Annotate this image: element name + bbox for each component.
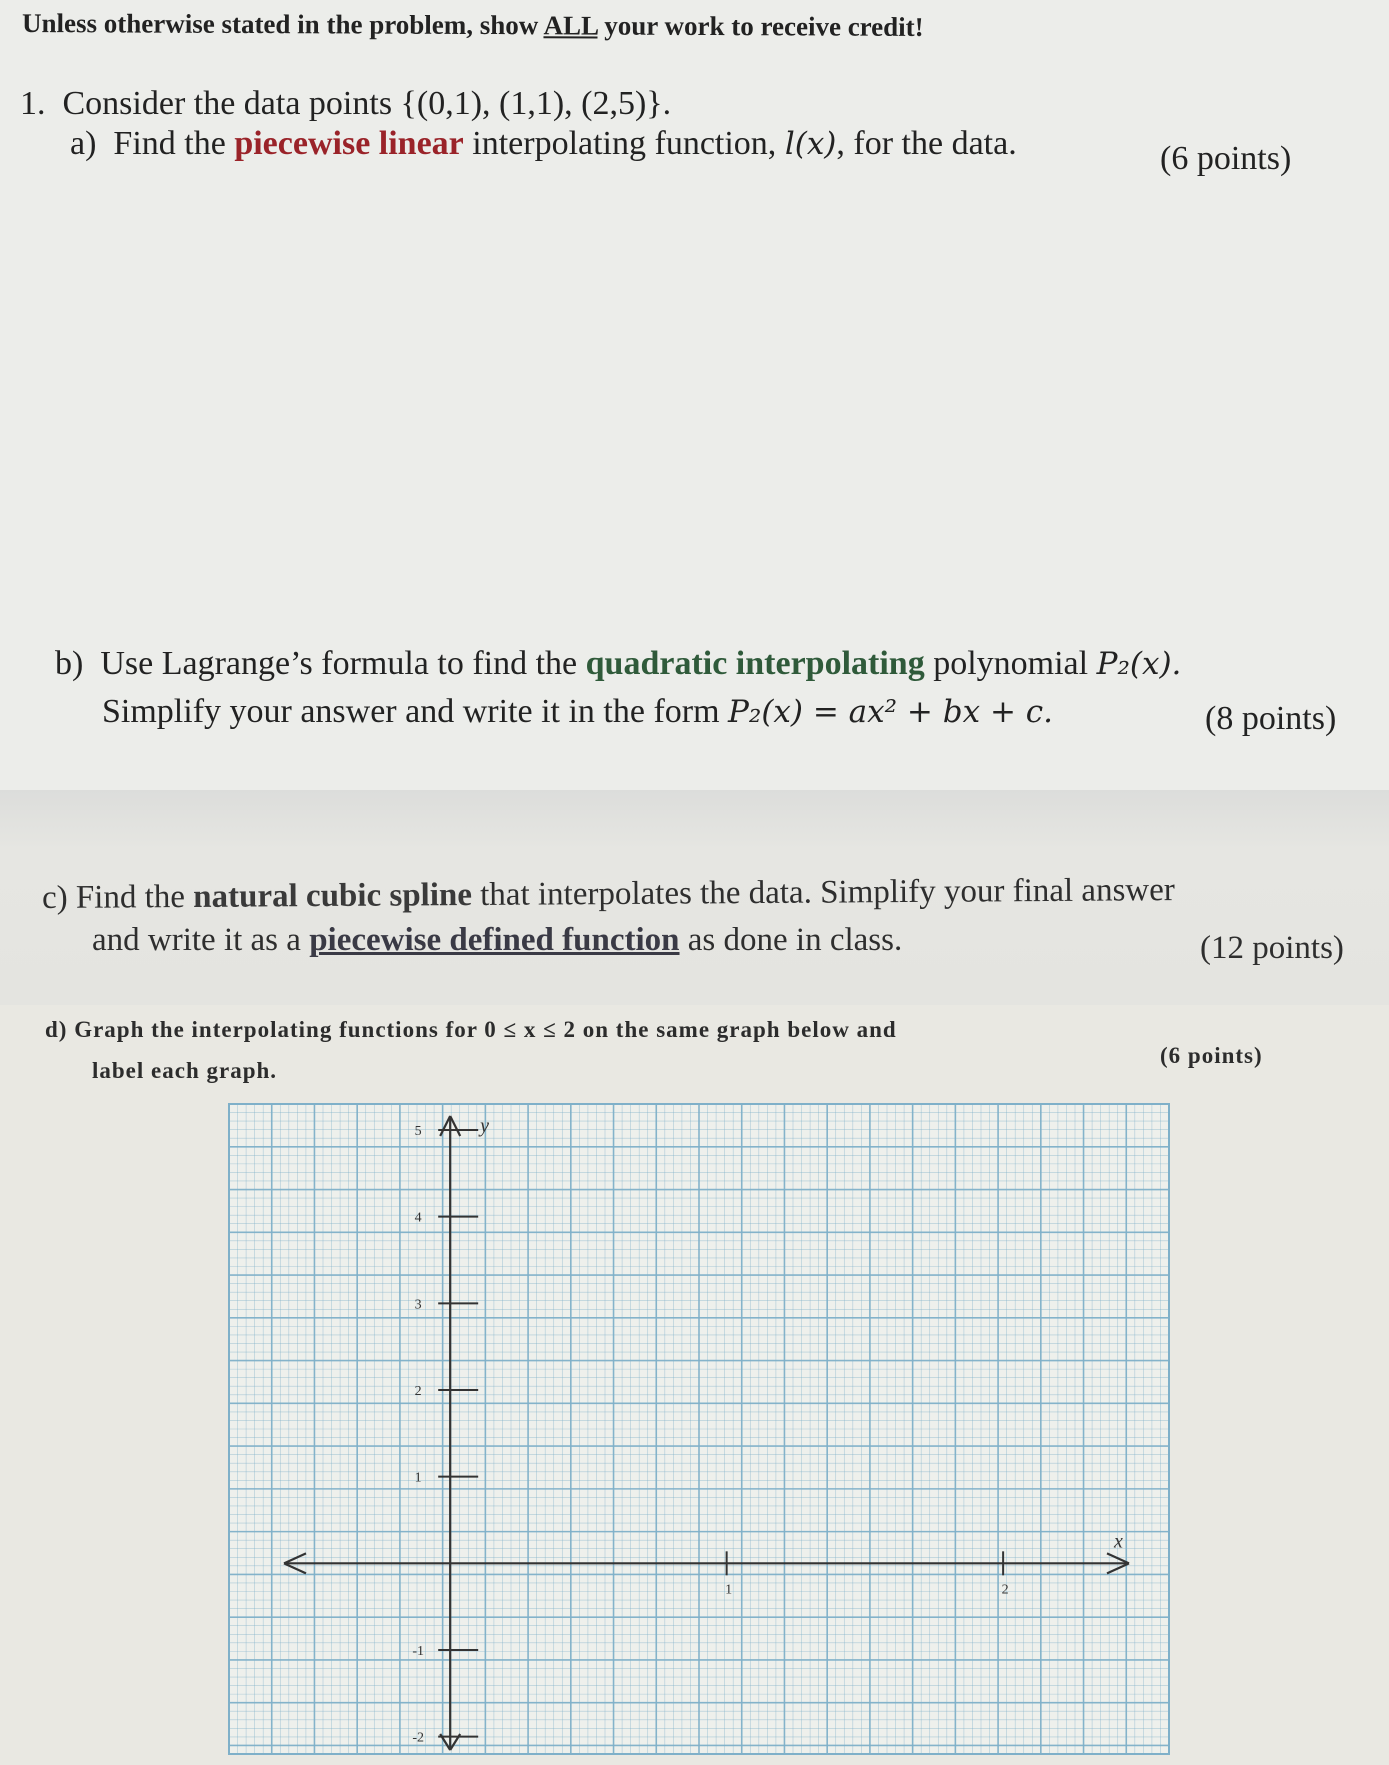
part-d-prompt-line2: label each graph.	[92, 1058, 278, 1083]
grid-lines	[229, 1104, 1169, 1754]
piecewise-defined-function-term: piecewise defined function	[309, 922, 680, 958]
emphasis-all: ALL	[543, 10, 598, 41]
part-b-points: (8 points)	[1205, 700, 1337, 737]
graph-paper	[225, 1100, 1175, 1755]
y-tick-label-5: 5	[414, 1124, 422, 1139]
y-tick-label-4: 4	[414, 1210, 422, 1226]
l-of-x-math: l(x)	[784, 126, 837, 162]
y-tick-label--2: -2	[412, 1730, 425, 1746]
x-tick-label-2: 2	[1001, 1582, 1009, 1598]
part-d-prompt: d) Graph the interpolating functions for 0 ≤ x ≤ 2 on the same graph below and	[45, 1017, 897, 1042]
y-tick-label-1: 1	[414, 1470, 422, 1486]
y-tick-label-2: 2	[414, 1384, 422, 1399]
piecewise-linear-term: piecewise linear	[234, 125, 464, 162]
part-a-prompt: a) Find the piecewise linear interpolating function, l(x), for the data.	[70, 125, 1017, 162]
part-a-points: (6 points)	[1160, 140, 1292, 177]
part-b-prompt-line2: Simplify your answer and write it in the form P₂(x) = ax² + bx + c.	[102, 693, 1053, 730]
y-axis-label: y	[480, 1115, 490, 1137]
y-tick-label--1: -1	[412, 1644, 425, 1659]
x-tick-label-1: 1	[725, 1582, 733, 1598]
y-tick-label-3: 3	[414, 1297, 422, 1313]
part-c-prompt-line2: and write it as a piecewise defined function as done in class.	[92, 922, 903, 958]
part-c-prompt: c) Find the natural cubic spline that interpolates the data. Simplify your final answer	[41, 872, 1175, 916]
part-d-points: (6 points)	[1160, 1043, 1263, 1068]
quadratic-interpolating-term: quadratic interpolating	[585, 645, 925, 682]
part-c-points: (12 points)	[1200, 930, 1344, 966]
quadratic-form-math: P₂(x) = ax² + bx + c.	[728, 694, 1053, 730]
question-1-prompt: 1. Consider the data points {(0,1), (1,1), (2,5)}.	[20, 85, 672, 122]
instructions-header: Unless otherwise stated in the problem, show ALL your work to receive credit!	[21, 8, 924, 42]
natural-cubic-spline-term: natural cubic spline	[193, 876, 473, 915]
part-b-prompt: b) Use Lagrange’s formula to find the quadratic interpolating polynomial P₂(x).	[55, 645, 1182, 682]
x-axis-label: x	[1114, 1530, 1123, 1553]
